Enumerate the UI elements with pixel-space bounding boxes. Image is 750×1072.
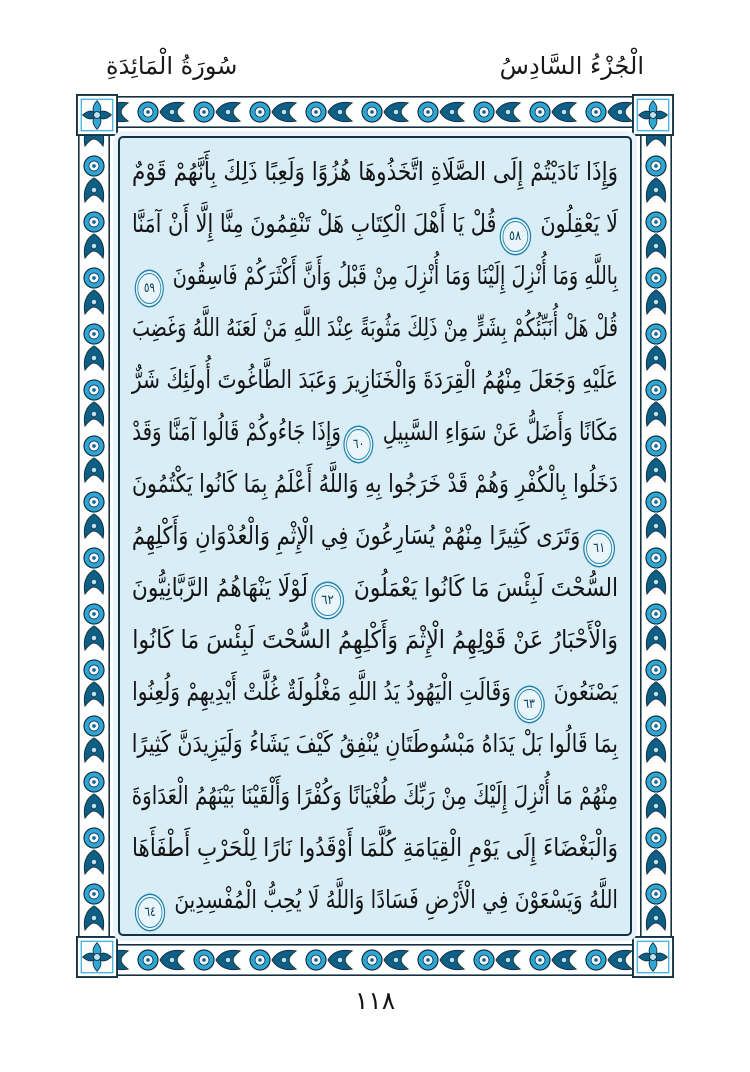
border-pattern-top-icon [78,96,672,128]
ayah-marker: ٦١ [586,533,612,564]
border-corner-flower-icon [76,936,118,978]
quran-line: يَصْنَعُونَ ٦٣وَقَالَتِ الْيَهُودُ يَدُ اللَّهِ مَغْلُولَةٌ غُلَّتْ أَيْدِيهِمْ وَلُعِنُوا [225,666,618,718]
quran-text-panel [118,136,632,936]
quran-line: اللَّهُ وَيَسْعَوْنَ فِي الْأَرْضِ فَسَادًا وَاللَّهُ لَا يُحِبُّ الْمُفْسِدِينَ ٦٤ [229,874,618,926]
quran-line: عَلَيْهِ وَجَعَلَ مِنْهُمُ الْقِرَدَةَ وَالْخَنَازِيرَ وَعَبَدَ الطَّاغُوتَ أُولَئِكَ شَرٌّ [131,365,618,394]
ayah-marker: ٦٢ [314,585,341,616]
decorative-border-frame [78,96,672,976]
quran-line: دَخَلُوا بِالْكُفْرِ وَهُمْ قَدْ خَرَجُوا بِهِ وَاللَّهُ أَعْلَمُ بِمَا كَانُوا يَكْتُمُونَ [131,469,618,498]
border-corner-flower-icon [632,94,674,136]
juz-header-label: الْجُزْءُ السَّادِسُ [499,52,644,80]
quran-text [120,138,630,934]
ayah-marker: ٦٣ [517,689,542,720]
border-pattern-left-icon [78,96,110,976]
ayah-marker: ٥٨ [502,221,528,252]
surah-header-label: سُورَةُ الْمَائِدَةِ [106,52,238,80]
quran-line: وَإِذَا نَادَيْتُمْ إِلَى الصَّلَاةِ اتَّخَذُوهَا هُزُوًا وَلَعِبًا ذَلِكَ بِأَنَّهُمْ قَوْمٌ [132,157,618,186]
ayah-marker: ٦٤ [138,897,163,928]
quran-line: قُلْ هَلْ أُنَبِّئُكُمْ بِشَرٍّ مِنْ ذَلِكَ مَثُوبَةً عِنْدَ اللَّهِ مَنْ لَعَنَهُ اللَّهُ وَغَضِبَ [132,313,618,342]
border-corner-flower-icon [76,94,118,136]
quran-line: مَكَانًا وَأَضَلُّ عَنْ سَوَاءِ السَّبِيلِ ٦٠وَإِذَا جَاءُوكُمْ قَالُوا آمَنَّا وَقَدْ [234,406,618,458]
ayah-marker: ٥٩ [137,273,161,304]
quran-line: السُّحْتَ لَبِئْسَ مَا كَانُوا يَعْمَلُونَ ٦٢لَوْلَا يَنْهَاهُمُ الرَّبَّانِيُّونَ [196,562,618,614]
ayah-marker: ٦٠ [346,429,370,460]
quran-line: ٦١وَتَرَى كَثِيرًا مِنْهُمْ يُسَارِعُونَ فِي الْإِثْمِ وَالْعُدْوَانِ وَأَكْلِهِمُ [210,510,618,562]
quran-line: بِاللَّهِ وَمَا أُنْزِلَ إِلَيْنَا وَمَا أُنْزِلَ مِنْ قَبْلُ وَأَنَّ أَكْثَرَكُمْ فَاسِقُونَ ٥٩ [245,250,618,302]
border-pattern-right-icon [640,96,672,976]
page-number: ١١٨ [354,986,396,1015]
border-pattern-bottom-icon [78,944,672,976]
quran-line: وَالْبَغْضَاءَ إِلَى يَوْمِ الْقِيَامَةِ كُلَّمَا أَوْقَدُوا نَارًا لِلْحَرْبِ أَطْفَأَهَا [131,833,618,862]
quran-line: مِنْهُمْ مَا أُنْزِلَ إِلَيْكَ مِنْ رَبِّكَ طُغْيَانًا وَكُفْرًا وَأَلْقَيْنَا بَيْنَهُمُ الْعَدَاوَةَ [131,781,618,810]
quran-line: لَا يَعْقِلُونَ ٥٨قُلْ يَا أَهْلَ الْكِتَابِ هَلْ تَنْقِمُونَ مِنَّا إِلَّا أَنْ آمَنَّا [214,198,618,250]
quran-line: وَالْأَحْبَارُ عَنْ قَوْلِهِمُ الْإِثْمَ وَأَكْلِهِمُ السُّحْتَ لَبِئْسَ مَا كَانُوا [132,625,618,654]
quran-line: بِمَا قَالُوا بَلْ يَدَاهُ مَبْسُوطَتَانِ يُنْفِقُ كَيْفَ يَشَاءُ وَلَيَزِيدَنَّ كَثِيرًا [131,729,618,758]
border-corner-flower-icon [632,936,674,978]
